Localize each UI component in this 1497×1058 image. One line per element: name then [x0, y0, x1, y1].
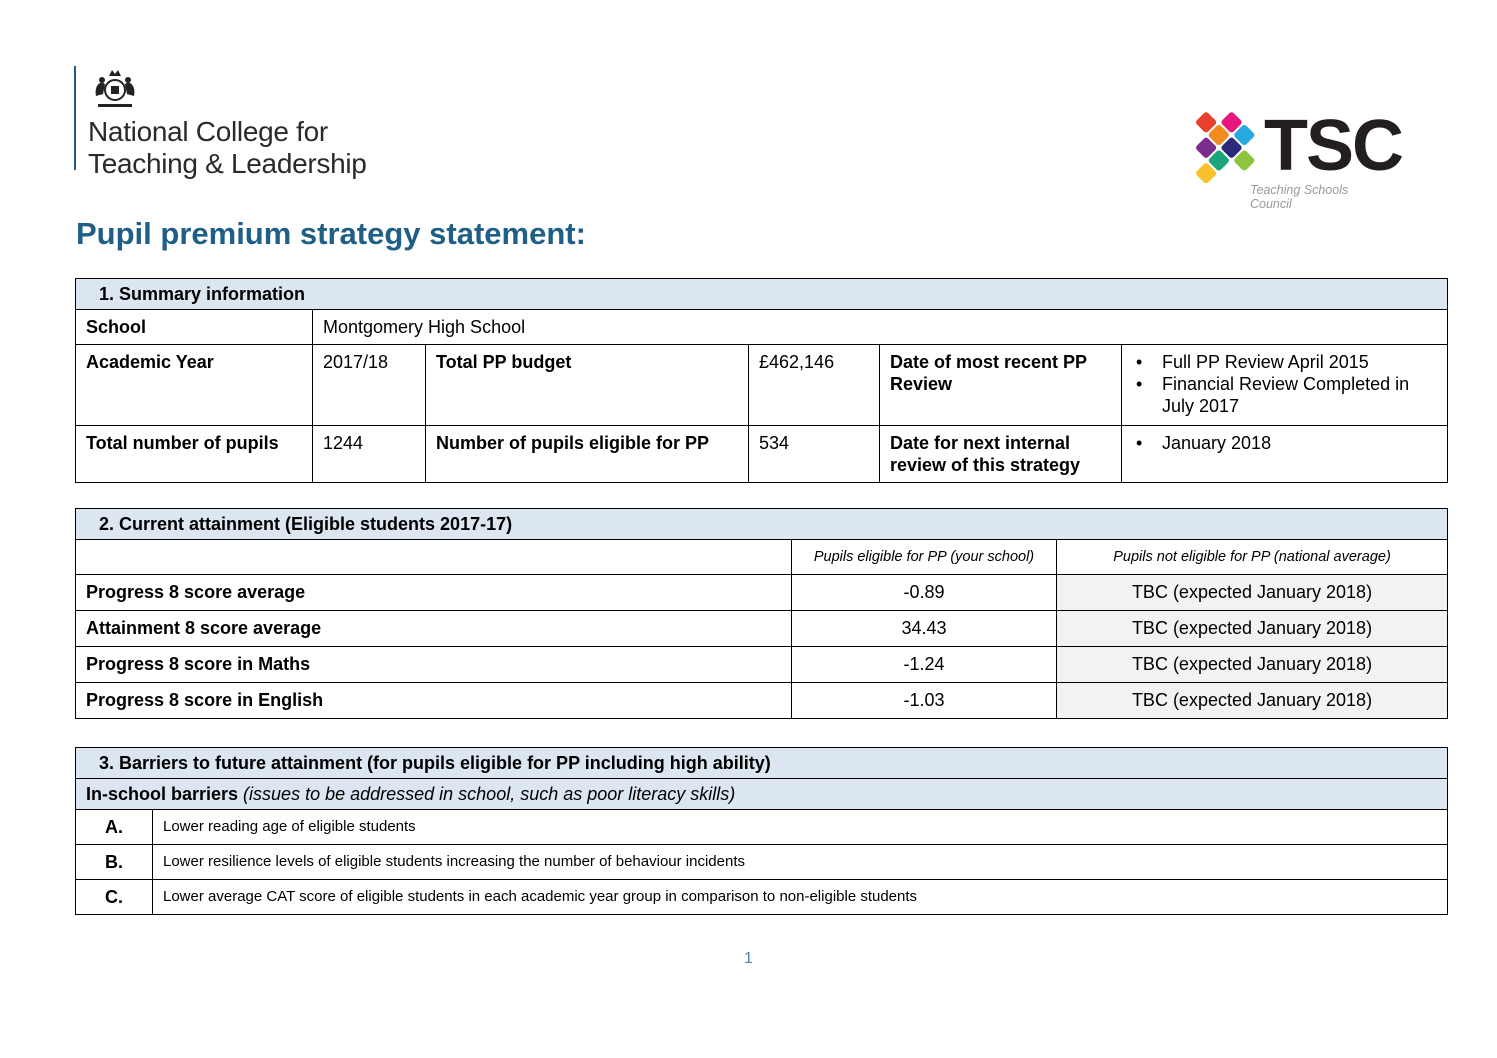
row-label: Progress 8 score in Maths	[76, 647, 792, 683]
list-item: • Full PP Review April 2015	[1132, 351, 1437, 373]
table-row	[76, 647, 1448, 683]
list-item: • Financial Review Completed in July 2017	[1132, 373, 1437, 417]
page-title: Pupil premium strategy statement:	[76, 216, 586, 251]
attainment-heading: 2. Current attainment (Eligible students 2017-17)	[76, 509, 1448, 540]
ncl-line1: National College for	[88, 116, 328, 147]
next-review-list	[1132, 432, 1437, 454]
review-list-cell	[1122, 345, 1448, 426]
tsc-logo	[1172, 104, 1402, 211]
summary-heading: 1. Summary information	[76, 279, 1448, 310]
next-review-list-cell	[1122, 426, 1448, 483]
academic-year-value: 2017/18	[313, 345, 426, 426]
attainment-column-headers	[76, 540, 1448, 575]
row-school-value: 34.43	[792, 611, 1057, 647]
school-value: Montgomery High School	[313, 310, 1448, 345]
list-item: • January 2018	[1132, 432, 1437, 454]
row-label: Progress 8 score in English	[76, 683, 792, 719]
summary-table	[75, 278, 1448, 483]
ncl-logo	[74, 66, 367, 179]
tsc-subtitle: Teaching Schools Council	[1250, 183, 1349, 211]
barrier-text: Lower resilience levels of eligible students increasing the number of behaviour incidents	[153, 845, 1448, 880]
school-row	[76, 310, 1448, 345]
empty-header-cell	[76, 540, 792, 575]
row-label: Progress 8 score average	[76, 575, 792, 611]
barriers-header-row	[76, 748, 1448, 779]
review-list	[1132, 351, 1437, 417]
table-row	[76, 683, 1448, 719]
barrier-letter: C.	[76, 880, 153, 915]
budget-value: £462,146	[749, 345, 880, 426]
barriers-subheading	[76, 779, 1448, 810]
eligible-label: Number of pupils eligible for PP	[426, 426, 749, 483]
tsc-wordmark: TSC	[1264, 106, 1402, 186]
table-row	[76, 810, 1448, 845]
col-header-school: Pupils eligible for PP (your school)	[792, 540, 1057, 575]
row-label: Attainment 8 score average	[76, 611, 792, 647]
barrier-letter: A.	[76, 810, 153, 845]
table-row	[76, 575, 1448, 611]
col-header-national: Pupils not eligible for PP (national average)	[1057, 540, 1448, 575]
pupils-row	[76, 426, 1448, 483]
eligible-value: 534	[749, 426, 880, 483]
barriers-subheader-row	[76, 779, 1448, 810]
school-label: School	[76, 310, 313, 345]
pupils-label: Total number of pupils	[76, 426, 313, 483]
table-row	[76, 845, 1448, 880]
in-school-barriers-label: In-school barriers	[86, 784, 239, 804]
academic-year-label: Academic Year	[76, 345, 313, 426]
row-national-value: TBC (expected January 2018)	[1057, 647, 1448, 683]
summary-header-row	[76, 279, 1448, 310]
barrier-text: Lower average CAT score of eligible students in each academic year group in comparison to non-eligible students	[153, 880, 1448, 915]
table-row	[76, 611, 1448, 647]
row-school-value: -0.89	[792, 575, 1057, 611]
row-national-value: TBC (expected January 2018)	[1057, 611, 1448, 647]
barriers-heading: 3. Barriers to future attainment (for pupils eligible for PP including high ability)	[76, 748, 1448, 779]
barriers-table	[75, 747, 1448, 915]
pupils-value: 1244	[313, 426, 426, 483]
barrier-letter: B.	[76, 845, 153, 880]
row-school-value: -1.24	[792, 647, 1057, 683]
in-school-barriers-note: (issues to be addressed in school, such as poor literacy skills)	[238, 784, 736, 804]
barrier-text: Lower reading age of eligible students	[153, 810, 1448, 845]
tsc-diamond-icon	[1172, 104, 1262, 200]
table-row	[76, 880, 1448, 915]
attainment-header-row	[76, 509, 1448, 540]
row-school-value: -1.03	[792, 683, 1057, 719]
row-national-value: TBC (expected January 2018)	[1057, 575, 1448, 611]
budget-label: Total PP budget	[426, 345, 749, 426]
ncl-line2: Teaching & Leadership	[88, 148, 367, 179]
royal-crest-icon	[88, 66, 142, 110]
attainment-table	[75, 508, 1448, 719]
academic-year-row	[76, 345, 1448, 426]
page-number: 1	[744, 950, 753, 967]
next-review-label: Date for next internal review of this strategy	[880, 426, 1122, 483]
row-national-value: TBC (expected January 2018)	[1057, 683, 1448, 719]
review-label: Date of most recent PP Review	[880, 345, 1122, 426]
